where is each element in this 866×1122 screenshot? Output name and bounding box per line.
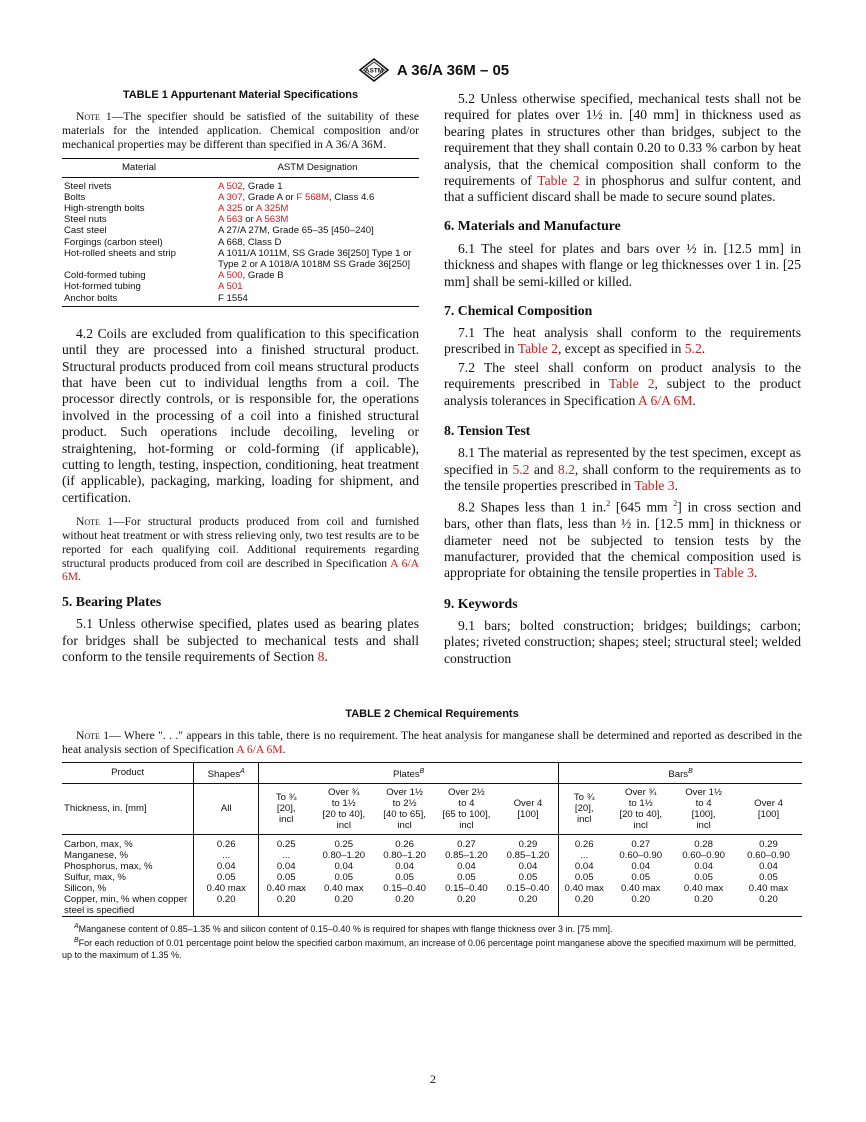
table2-thickness-header: Over 4 [100] xyxy=(498,783,559,834)
table2-cell: 0.60–0.90 xyxy=(682,849,725,861)
table2-cell: 0.29 xyxy=(759,838,778,850)
footnote-b-mark: B xyxy=(74,936,79,944)
paragraph-6-1: 6.1 The steel for plates and bars over ½ in. [12.5 mm] in thickness and shapes with flange or leg thicknesses over 1 in. [25 mm] shall be semi-killed or killed. xyxy=(444,240,801,289)
p52-text-b: in phosphorus and sulfur content, and that a sufficient discard shall be made to secure sound plates. xyxy=(444,173,801,205)
coil-note-text: —For structural products produced from coil and furnished without heat treatment or with stress relieving only, two test results are to be reported for each qualifying coil. Additional requirements regarding structural products produced from coil are described in Specification xyxy=(62,515,419,570)
section-9-title: 9. Keywords xyxy=(444,595,518,611)
table2-cell: 0.05 xyxy=(631,871,651,883)
table2-cell: 0.05 xyxy=(759,871,778,883)
table1-cell-material: Anchor bolts xyxy=(62,293,216,307)
p82-text-b: [645 mm xyxy=(610,499,674,515)
table2-row xyxy=(62,894,802,917)
table2-cell: 0.04 xyxy=(334,860,354,872)
table1-cell-material: Cold-formed tubing xyxy=(64,270,146,282)
table2-note xyxy=(62,729,802,757)
table2-body xyxy=(62,834,802,916)
logo-text: ASTM xyxy=(364,67,384,75)
table2-header-bars xyxy=(559,762,802,783)
table2-cell: 0.20 xyxy=(672,894,735,917)
shapes-label: Shapes xyxy=(207,768,241,780)
table2-note-label: Note 1 xyxy=(76,729,110,742)
table1-cell-material: Cast steel xyxy=(64,225,107,237)
p52-link[interactable]: Table 2 xyxy=(537,173,580,189)
table2-cell: 0.25 xyxy=(276,838,296,850)
table1-cell-designation: A 563 or A 563M xyxy=(218,214,289,226)
table2-cell: 0.20 xyxy=(194,894,259,917)
left-column xyxy=(62,89,419,666)
coil-note xyxy=(62,515,419,584)
table2-cell: 0.20 xyxy=(559,894,610,917)
p71-text-c: . xyxy=(701,341,706,357)
table2-cell: 0.05 xyxy=(334,871,354,883)
paragraph-4-2: 4.2 Coils are excluded from qualification to this specification until they are processed into a finished structural product. Structural products produced from coil means structural products that have been cut to individual lengths from a coil. The processor directly controls, or is responsible for, the operations involved in the processing of a coil into a finished structural product. Such operations include decoiling, leveling or straightening, hot-forming or cold-forming (if applicable), cutting to length, testing, inspection, conditioning, heat treatment (if applicable), packaging, marking, loading for shipment, and certification. xyxy=(62,325,419,505)
p72-text-b: , subject to the product analysis tolerances in Specification xyxy=(444,376,801,408)
table1-row xyxy=(62,293,419,307)
paragraph-8-1 xyxy=(444,445,801,494)
table1-cell-designation: A 500, Grade B xyxy=(218,270,284,282)
table2-cell: 0.25 xyxy=(334,838,354,850)
table2-cell: 0.26 xyxy=(574,838,594,850)
table1-row xyxy=(62,225,419,236)
p52-text-a: 5.2 Unless otherwise specified, mechanical tests shall not be required for plates over 1½ in. [40 mm] in thickness used as bearing plates in structures other than bridges, subject to the requirement that they shall contain 0.20 to 0.33 % carbon by heat analysis, that the chemical composition shall conform to the requirements of xyxy=(444,91,801,189)
table2-cell: 0.40 max xyxy=(266,882,306,894)
footnote-a-text: Manganese content of 0.85–1.35 % and silicon content of 0.15–0.40 % is required for shapes with flange thickness over 3 in. [75 mm]. xyxy=(78,923,613,934)
table2-cell: 0.15–0.40 xyxy=(445,882,488,894)
table2-cell: 0.20 xyxy=(435,894,498,917)
document-designation: A 36/A 36M – 05 xyxy=(396,61,510,79)
table1-cell-material: High-strength bolts xyxy=(64,203,145,214)
shapes-sup: A xyxy=(240,767,245,775)
table2-block xyxy=(62,708,802,961)
table2-row xyxy=(62,872,802,883)
table2-row xyxy=(62,883,802,894)
section-7-title: 7. Chemical Composition xyxy=(444,303,593,319)
table2-note-end: . xyxy=(282,742,286,756)
p82-text-c: ] in cross section and bars, other than flats, less than ½ in. [12.5 mm] in thickness or diameter need not be subjected to tension tests by the manufacturer, provided that the chemical composition used is appropriate for obtaining the tensile properties in xyxy=(444,499,802,581)
table2-footnote-a xyxy=(62,921,802,935)
table1-note xyxy=(62,110,419,151)
table2-cell: 0.40 max xyxy=(194,883,259,894)
table2-cell: 0.20 xyxy=(313,894,374,917)
table1-body xyxy=(62,177,419,306)
table2-cell: ... xyxy=(194,850,259,861)
table1-note-text: —The specifier should be satisfied of the suitability of these materials for the intended application. Chemical composition and/or mechanical properties may be different than specified in A 36/A 36M. xyxy=(62,110,419,151)
p72-link-table2[interactable]: Table 2 xyxy=(608,376,655,392)
table2-cell: 0.29 xyxy=(498,834,559,850)
table1-row xyxy=(62,281,419,292)
table2-cell: 0.20 xyxy=(374,894,435,917)
spec-link[interactable]: A 563 xyxy=(218,214,243,226)
table1-row xyxy=(62,214,419,225)
table1-cell-designation: A 27/A 27M, Grade 65–35 [450–240] xyxy=(218,225,374,237)
table2-cell: 0.05 xyxy=(395,871,414,883)
table1-cell-material: Forgings (carbon steel) xyxy=(64,236,163,248)
spec-link[interactable]: A 307 xyxy=(218,191,243,203)
table1-row xyxy=(62,248,419,270)
paragraph-9-1: 9.1 bars; bolted construction; bridges; buildings; carbon; plates; riveted construction; shapes; steel; structural steel; welded construction xyxy=(444,617,801,666)
spec-link[interactable]: A 501 xyxy=(218,281,243,293)
table2-thickness-header: Over 4 [100] xyxy=(735,783,802,834)
p81-text-c: , shall conform to the requirements as to the tensile properties prescribed in xyxy=(444,461,801,493)
p51-end: . xyxy=(324,649,328,665)
table1-cell-material: Steel rivets xyxy=(64,180,112,192)
table2-thickness-header: To ¾ [20], incl xyxy=(559,783,610,834)
table2-cell: 0.04 xyxy=(395,860,414,872)
table2-cell: 0.40 max xyxy=(683,882,724,894)
table2-cell: 0.20 xyxy=(259,894,314,917)
table2-cell: 0.20 xyxy=(609,894,672,917)
table2-caption: TABLE 2 Chemical Requirements xyxy=(345,708,519,720)
table2-thickness-header: To ¾ [20], incl xyxy=(259,783,314,834)
table2-cell: 0.04 xyxy=(194,861,259,872)
table1-cell-designation: A 668, Class D xyxy=(218,236,282,248)
table1-cell-material: Bolts xyxy=(64,191,86,203)
plates-sup: B xyxy=(419,767,425,775)
p81-link-8-2[interactable]: 8.2 xyxy=(557,461,575,477)
spec-link[interactable]: A 325M xyxy=(255,203,289,214)
table2-thickness-header: All xyxy=(194,783,259,834)
right-column xyxy=(444,91,801,667)
table2 xyxy=(62,762,802,917)
p81-text-d: . xyxy=(674,477,678,493)
bars-sup: B xyxy=(688,767,693,775)
table1-header-material: Material xyxy=(62,159,216,177)
table2-row-label: Copper, min, % when copper steel is specified xyxy=(62,894,194,917)
table2-cell: 0.27 xyxy=(631,838,651,850)
astm-logo-icon xyxy=(357,58,391,82)
table2-row-label: Silicon, % xyxy=(62,883,194,894)
section-5-title: 5. Bearing Plates xyxy=(62,594,162,610)
table1-cell-material: Steel nuts xyxy=(64,214,107,226)
table2-cell: 0.85–1.20 xyxy=(445,849,488,861)
page-header xyxy=(0,58,866,82)
table2-cell: 0.15–0.40 xyxy=(498,883,559,894)
table1-header-designation: ASTM Designation xyxy=(216,159,419,177)
table2-cell: ... xyxy=(282,849,291,861)
page-number: 2 xyxy=(430,1072,436,1086)
spec-link[interactable]: A 325 xyxy=(218,203,243,214)
p71-text-a: 7.1 The heat analysis shall conform to the requirements prescribed in xyxy=(444,325,801,357)
table2-row xyxy=(62,861,802,872)
paragraph-7-1 xyxy=(444,325,801,358)
table1-cell-designation: A 307, Grade A or F 568M, Class 4.6 xyxy=(218,191,375,203)
paragraph-5-2 xyxy=(444,91,801,206)
table2-cell: 0.60–0.90 xyxy=(619,849,663,861)
table2-thickness-header: Over ¾ to 1½ [20 to 40], incl xyxy=(313,783,374,834)
p72-text-a: 7.2 The steel shall conform on product analysis to the requirements prescribed in xyxy=(444,359,801,392)
table1 xyxy=(62,158,419,306)
table1-row xyxy=(62,177,419,192)
table2-cell: 0.04 xyxy=(574,860,594,872)
p51-text: 5.1 Unless otherwise specified, plates used as bearing plates for bridges shall be subjected to mechanical tests and shall conform to the tensile requirements of Section xyxy=(62,616,419,665)
table2-cell: 0.05 xyxy=(694,871,713,883)
paragraph-7-2 xyxy=(444,360,801,409)
table2-cell: 0.40 max xyxy=(748,882,789,894)
table2-header-shapes xyxy=(194,762,259,783)
table2-cell: 0.04 xyxy=(631,860,651,872)
plates-label: Plates xyxy=(392,768,420,780)
table2-cell: 0.40 max xyxy=(324,882,364,894)
p72-text-c: . xyxy=(692,392,696,408)
table2-footnote-b xyxy=(62,935,802,961)
table1-row xyxy=(62,270,419,281)
p71-link-5-2[interactable]: 5.2 xyxy=(684,341,702,357)
table2-cell: 0.04 xyxy=(498,861,559,872)
table2-header-thickness: Thickness, in. [mm] xyxy=(62,783,194,834)
table1-cell-designation xyxy=(216,281,419,292)
p81-link-table3[interactable]: Table 3 xyxy=(634,477,675,493)
table2-cell: 0.85–1.20 xyxy=(498,850,559,861)
section-8-title: 8. Tension Test xyxy=(444,423,531,439)
p71-link-table2[interactable]: Table 2 xyxy=(517,341,558,357)
p82-sup-2: 2 xyxy=(673,499,678,509)
table1-cell-material: Hot-formed tubing xyxy=(64,281,141,293)
table2-note-link[interactable]: A 6/A 6M xyxy=(236,742,283,756)
p81-text-a: 8.1 The material as represented by the test specimen, except as specified in xyxy=(444,445,801,477)
table2-cell: 0.05 xyxy=(276,871,296,883)
table2-note-text: — Where ". . ." appears in this table, there is no requirement. The heat analysis for manganese shall be determined and reported as described in the heat analysis section of Specification xyxy=(62,729,803,756)
paragraph-8-2 xyxy=(444,496,801,582)
table1-cell-designation: F 1554 xyxy=(216,293,419,307)
p72-link-a6[interactable]: A 6/A 6M xyxy=(638,392,693,408)
table2-row-label: Sulfur, max, % xyxy=(62,872,194,883)
table2-cell: 0.04 xyxy=(457,860,476,872)
table2-row xyxy=(62,850,802,861)
p81-link-5-2[interactable]: 5.2 xyxy=(512,461,530,477)
table2-cell: 0.15–0.40 xyxy=(383,882,426,894)
p82-text-d: . xyxy=(753,565,758,581)
table2-cell: 0.60–0.90 xyxy=(747,849,790,861)
table2-cell: 0.05 xyxy=(498,872,559,883)
bars-label: Bars xyxy=(668,768,689,780)
table1-cell-material: Hot-rolled sheets and strip xyxy=(64,247,176,259)
table1-cell-designation: A 325 or A 325M xyxy=(218,203,289,214)
table2-cell: 0.04 xyxy=(694,860,713,872)
footnote-a-mark: A xyxy=(74,922,79,930)
table2-cell: 0.05 xyxy=(457,871,476,883)
table2-cell: 0.20 xyxy=(498,894,559,917)
table2-cell: 0.26 xyxy=(194,834,259,850)
p82-text-a: 8.2 Shapes less than 1 in. xyxy=(458,499,607,515)
table2-cell: 0.05 xyxy=(194,872,259,883)
table2-cell: 0.04 xyxy=(276,860,296,872)
table2-cell: 0.80–1.20 xyxy=(322,849,366,861)
p51-link[interactable]: 8 xyxy=(317,649,325,665)
table2-row xyxy=(62,834,802,850)
spec-link[interactable]: A 502 xyxy=(218,180,243,192)
p82-link-table3[interactable]: Table 3 xyxy=(713,565,754,581)
paragraph-5-1 xyxy=(62,616,419,665)
table2-row-label: Manganese, % xyxy=(62,850,194,861)
table1-caption: TABLE 1 Appurtenant Material Specifications xyxy=(122,89,359,101)
table2-cell: ... xyxy=(580,849,589,861)
table1-note-label: Note 1 xyxy=(76,110,112,123)
spec-link[interactable]: A 500 xyxy=(218,270,243,282)
p81-text-b: and xyxy=(529,461,558,477)
table2-row-label: Carbon, max, % xyxy=(62,834,194,850)
table2-thickness-header: Over 2½ to 4 [65 to 100], incl xyxy=(435,783,498,834)
table2-thickness-header: Over ¾ to 1½ [20 to 40], incl xyxy=(609,783,672,834)
table2-cell: 0.80–1.20 xyxy=(383,849,426,861)
table2-header-plates xyxy=(259,762,559,783)
table2-cell: 0.27 xyxy=(457,838,476,850)
table1-cell-designation: A 502, Grade 1 xyxy=(218,180,283,192)
table1-cell-designation: A 1011/A 1011M, SS Grade 36[250] Type 1 or Type 2 or A 1018/A 1018M SS Grade 36[250] xyxy=(218,247,412,271)
spec-link[interactable]: A 563M xyxy=(255,214,289,226)
table2-thickness-row xyxy=(62,783,802,834)
coil-note-end: . xyxy=(78,570,82,584)
table1-row xyxy=(62,237,419,248)
table2-thickness-header: Over 1½ to 2½ [40 to 65], incl xyxy=(374,783,435,834)
table2-row-label: Phosphorus, max, % xyxy=(62,861,194,872)
section-6-title: 6. Materials and Manufacture xyxy=(444,217,621,233)
table2-cell: 0.40 max xyxy=(621,882,661,894)
table2-header-product: Product xyxy=(62,762,194,783)
spec-link[interactable]: F 568M xyxy=(296,191,329,203)
coil-note-link[interactable]: A 6/A 6M xyxy=(62,556,419,584)
table2-thickness-header: Over 1½ to 4 [100], incl xyxy=(672,783,735,834)
table1-row xyxy=(62,192,419,203)
p71-text-b: , except as specified in xyxy=(557,341,685,357)
table2-cell: 0.04 xyxy=(759,860,778,872)
footnote-b-text: For each reduction of 0.01 percentage point below the specified carbon maximum, an increase of 0.06 percentage point manganese above the specified maximum will be permitted, up to the maximum of 1.35 %. xyxy=(62,937,797,960)
table2-cell: 0.20 xyxy=(735,894,802,917)
table2-cell: 0.28 xyxy=(694,838,713,850)
p82-sup-1: 2 xyxy=(606,499,611,509)
table2-cell: 0.26 xyxy=(395,838,414,850)
table1-row xyxy=(62,203,419,214)
table2-cell: 0.40 max xyxy=(564,882,604,894)
table2-cell: 0.05 xyxy=(574,871,594,883)
coil-note-label: Note 1 xyxy=(76,515,114,529)
